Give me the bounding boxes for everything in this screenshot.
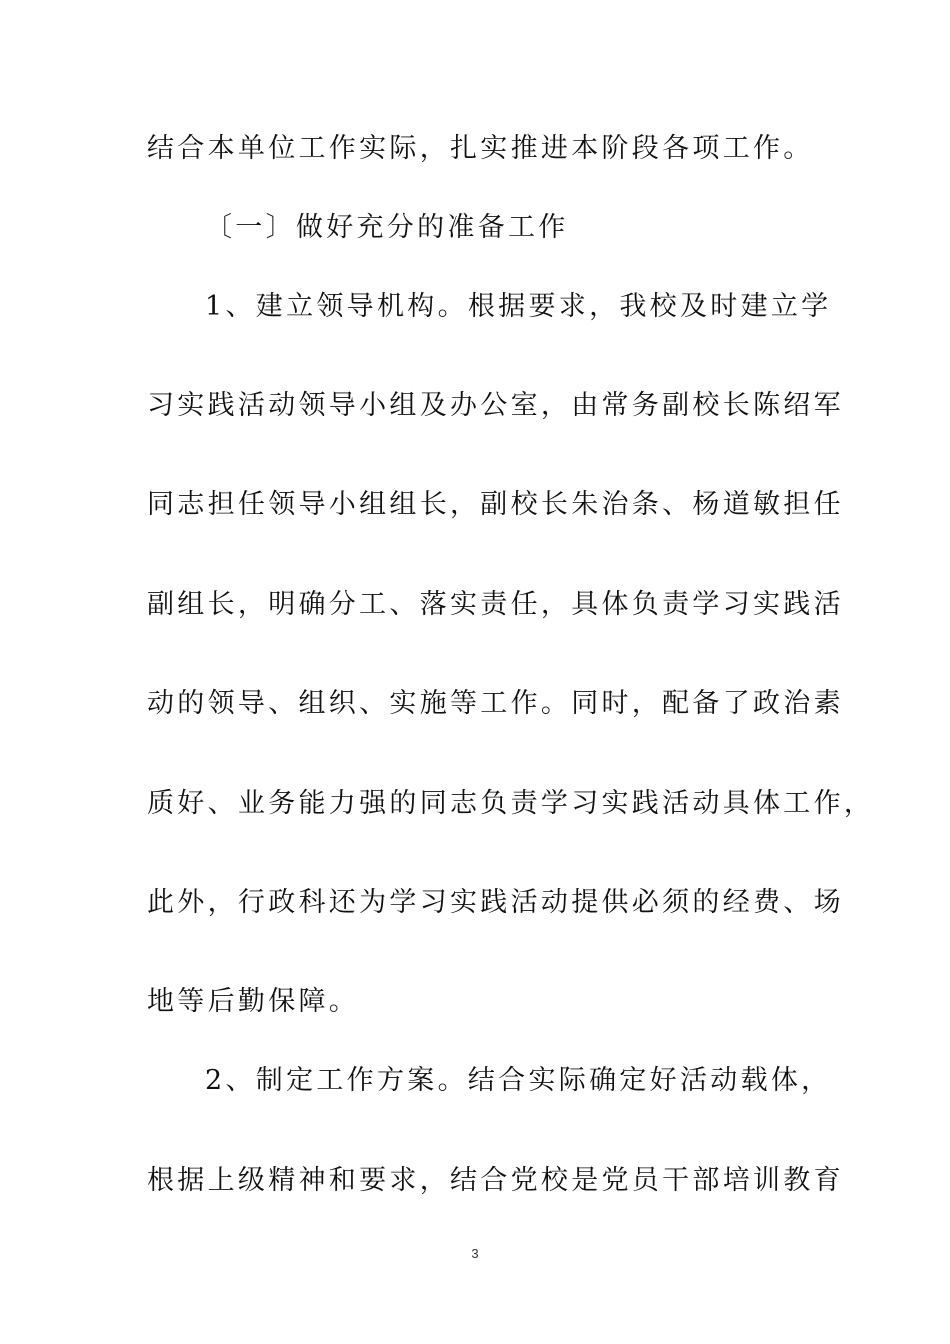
body-text-line: 1、建立领导机构。根据要求，我校及时建立学 (205, 291, 832, 322)
body-text-line: 根据上级精神和要求，结合党校是党员干部培训教育 (147, 1165, 844, 1196)
body-text-line: 习实践活动领导小组及办公室，由常务副校长陈绍军 (147, 390, 844, 421)
body-text-line: 动的领导、组织、实施等工作。同时，配备了政治素 (147, 688, 844, 719)
page-number: 3 (471, 1246, 479, 1261)
body-text-line: 同志担任领导小组组长，副校长朱治条、杨道敏担任 (147, 489, 844, 520)
body-text-line: 地等后勤保障。 (147, 986, 360, 1017)
body-text-line: 质好、业务能力强的同志负责学习实践活动具体工作， (147, 788, 875, 819)
body-text-line: 副组长，明确分工、落实责任，具体负责学习实践活 (147, 589, 844, 620)
body-text-line: 结合本单位工作实际，扎实推进本阶段各项工作。 (147, 133, 814, 164)
section-heading: 〔一〕做好充分的准备工作 (205, 212, 569, 243)
body-text-line: 此外，行政科还为学习实践活动提供必须的经费、场 (147, 887, 844, 918)
body-text-line: 2、制定工作方案。结合实际确定好活动载体， (205, 1065, 832, 1096)
